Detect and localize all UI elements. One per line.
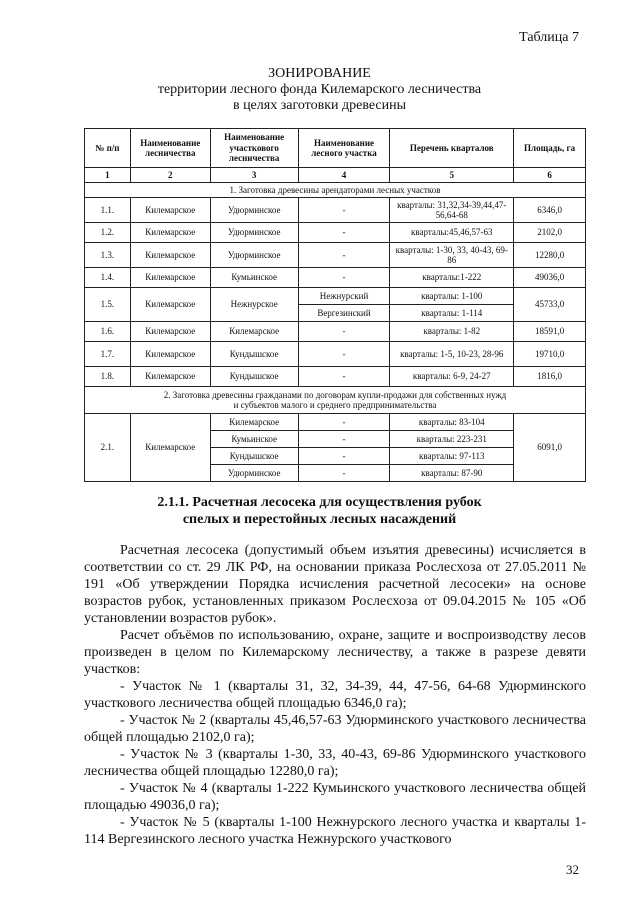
list-item: - Участок № 3 (кварталы 1-30, 33, 40-43, 69-86 Удюрминского участкового лесничества общей площадью 12280,0 га); (84, 747, 586, 779)
header-kvartaly: Перечень кварталов (390, 129, 514, 168)
cell-kv: кварталы:1-222 (390, 268, 514, 288)
cell-plot: Вергезинский (298, 305, 390, 322)
title-line-2: территории лесного фонда Килемарского лесничества (157, 82, 482, 97)
cell-les: Килемарское (130, 367, 210, 387)
cell-plot: - (298, 431, 390, 448)
cell-uch: Удюрминское (210, 243, 298, 268)
table-row (85, 223, 586, 243)
paragraph: Расчет объёмов по использованию, охране, защите и воспроизводству лесов произведен в целом по Килемарскому лесничеству, а также в разрезе девяти участков: (84, 628, 586, 677)
cell-uch: Удюрминское (210, 465, 298, 482)
cell-les: Килемарское (130, 243, 210, 268)
section-2-line-2: и субъектов малого и среднего предпринимательства (233, 400, 437, 410)
cell-plot: - (298, 465, 390, 482)
cell-kv: кварталы: 97-113 (390, 448, 514, 465)
cell-plot: Нежнурский (298, 288, 390, 305)
cell-area: 18591,0 (514, 322, 586, 342)
table-row (85, 268, 586, 288)
list-item: - Участок № 4 (кварталы 1-222 Кумьинского участкового лесничества общей площадью 49036,0 га); (84, 781, 586, 813)
header-num: № п/п (85, 129, 131, 168)
col-number: 4 (298, 168, 390, 183)
cell-plot: - (298, 342, 390, 367)
heading-line-1: 2.1.1. Расчетная лесосека для осуществления рубок (157, 495, 482, 510)
cell-uch: Килемарское (210, 414, 298, 431)
cell-uch: Нежнурское (210, 288, 298, 322)
cell-uch: Кумьинское (210, 431, 298, 448)
cell-kv: кварталы: 1-5, 10-23, 28-96 (390, 342, 514, 367)
cell-kv: кварталы: 1-82 (390, 322, 514, 342)
table-row (85, 322, 586, 342)
list-item: - Участок № 5 (кварталы 1-100 Нежнурского лесного участка и кварталы 1-114 Вергезинского лесного участка Нежнурского участкового (84, 815, 586, 847)
list-item: - Участок № 2 (кварталы 45,46,57-63 Удюрминского участкового лесничества общей площадью 2102,0 га); (84, 713, 586, 745)
col-number: 6 (514, 168, 586, 183)
header-uchastkovoe: Наименование участкового лесничества (210, 129, 298, 168)
cell-area: 2102,0 (514, 223, 586, 243)
cell-area: 49036,0 (514, 268, 586, 288)
cell-uch: Килемарское (210, 322, 298, 342)
cell-area: 1816,0 (514, 367, 586, 387)
cell-num: 1.8. (85, 367, 131, 387)
col-number: 5 (390, 168, 514, 183)
cell-kv: кварталы:45,46,57-63 (390, 223, 514, 243)
cell-les: Килемарское (130, 223, 210, 243)
cell-area: 45733,0 (514, 288, 586, 322)
cell-kv: кварталы: 87-90 (390, 465, 514, 482)
table-row (85, 288, 586, 305)
header-lesnoy-uchastok: Наименование лесного участка (298, 129, 390, 168)
title-line-1: ЗОНИРОВАНИЕ (268, 66, 371, 81)
section-2-header-row (85, 387, 586, 414)
table-row (85, 243, 586, 268)
cell-les: Килемарское (130, 198, 210, 223)
col-number: 1 (85, 168, 131, 183)
list-item: - Участок № 1 (кварталы 31, 32, 34-39, 44, 47-56, 64-68 Удюрминского участкового лесничества общей площадью 6346,0 га); (84, 679, 586, 711)
paragraph: Расчетная лесосека (допустимый объем изъятия древесины) исчисляется в соответствии со ст. 29 ЛК РФ, на основании приказа Рослесхоза от 27.05.2011 № 191 «Об утверждении Порядка исчисления расчетной лесосеки» на основе возрастов рубок, установленных приказом Рослесхоза от 09.04.2015 № 105 «Об установлении возрастов рубок». (84, 543, 586, 626)
table-row (85, 367, 586, 387)
cell-les: Килемарское (130, 268, 210, 288)
col-number: 2 (130, 168, 210, 183)
cell-num: 1.7. (85, 342, 131, 367)
cell-plot: - (298, 322, 390, 342)
document-title (0, 66, 639, 114)
header-lesnichestvo: Наименование лесничества (130, 129, 210, 168)
section-2-line-1: 2. Заготовка древесины гражданами по договорам купли-продажи для собственных нужд (163, 389, 507, 400)
body-text (84, 542, 586, 848)
cell-area: 6091,0 (514, 414, 586, 482)
cell-les: Килемарское (130, 322, 210, 342)
cell-les: Килемарское (130, 414, 210, 482)
table-row (85, 414, 586, 431)
table-caption-number: Таблица 7 (519, 30, 579, 45)
table-row (85, 342, 586, 367)
cell-num: 1.5. (85, 288, 131, 322)
title-line-3: в целях заготовки древесины (232, 98, 407, 113)
cell-kv: кварталы: 31,32,34-39,44,47-56,64-68 (390, 198, 514, 223)
cell-num: 1.3. (85, 243, 131, 268)
section-1-header: 1. Заготовка древесины арендаторами лесных участков (85, 183, 586, 198)
cell-uch: Кундышское (210, 448, 298, 465)
cell-plot: - (298, 448, 390, 465)
cell-area: 19710,0 (514, 342, 586, 367)
cell-area: 6346,0 (514, 198, 586, 223)
cell-num: 1.2. (85, 223, 131, 243)
col-number: 3 (210, 168, 298, 183)
cell-uch: Кумьинское (210, 268, 298, 288)
cell-area: 12280,0 (514, 243, 586, 268)
cell-kv: кварталы: 83-104 (390, 414, 514, 431)
zoning-table (84, 128, 586, 482)
header-area: Площадь, га (514, 129, 586, 168)
cell-uch: Кундышское (210, 342, 298, 367)
cell-plot: - (298, 414, 390, 431)
cell-uch: Удюрминское (210, 223, 298, 243)
page-number: 32 (566, 862, 579, 877)
cell-kv: кварталы: 1-114 (390, 305, 514, 322)
section-heading (0, 494, 639, 528)
cell-plot: - (298, 367, 390, 387)
cell-plot: - (298, 198, 390, 223)
cell-les: Килемарское (130, 288, 210, 322)
heading-line-2: спелых и перестойных лесных насаждений (182, 512, 457, 527)
cell-kv: кварталы: 6-9, 24-27 (390, 367, 514, 387)
cell-kv: кварталы: 1-100 (390, 288, 514, 305)
column-number-row (85, 168, 586, 183)
table-row (85, 198, 586, 223)
cell-num: 1.1. (85, 198, 131, 223)
cell-num: 1.4. (85, 268, 131, 288)
cell-plot: - (298, 268, 390, 288)
cell-plot: - (298, 243, 390, 268)
cell-num: 2.1. (85, 414, 131, 482)
cell-uch: Удюрминское (210, 198, 298, 223)
cell-les: Килемарское (130, 342, 210, 367)
cell-kv: кварталы: 223-231 (390, 431, 514, 448)
cell-kv: кварталы: 1-30, 33, 40-43, 69-86 (390, 243, 514, 268)
cell-num: 1.6. (85, 322, 131, 342)
cell-plot: - (298, 223, 390, 243)
cell-uch: Кундышское (210, 367, 298, 387)
section-2-header (85, 387, 586, 414)
